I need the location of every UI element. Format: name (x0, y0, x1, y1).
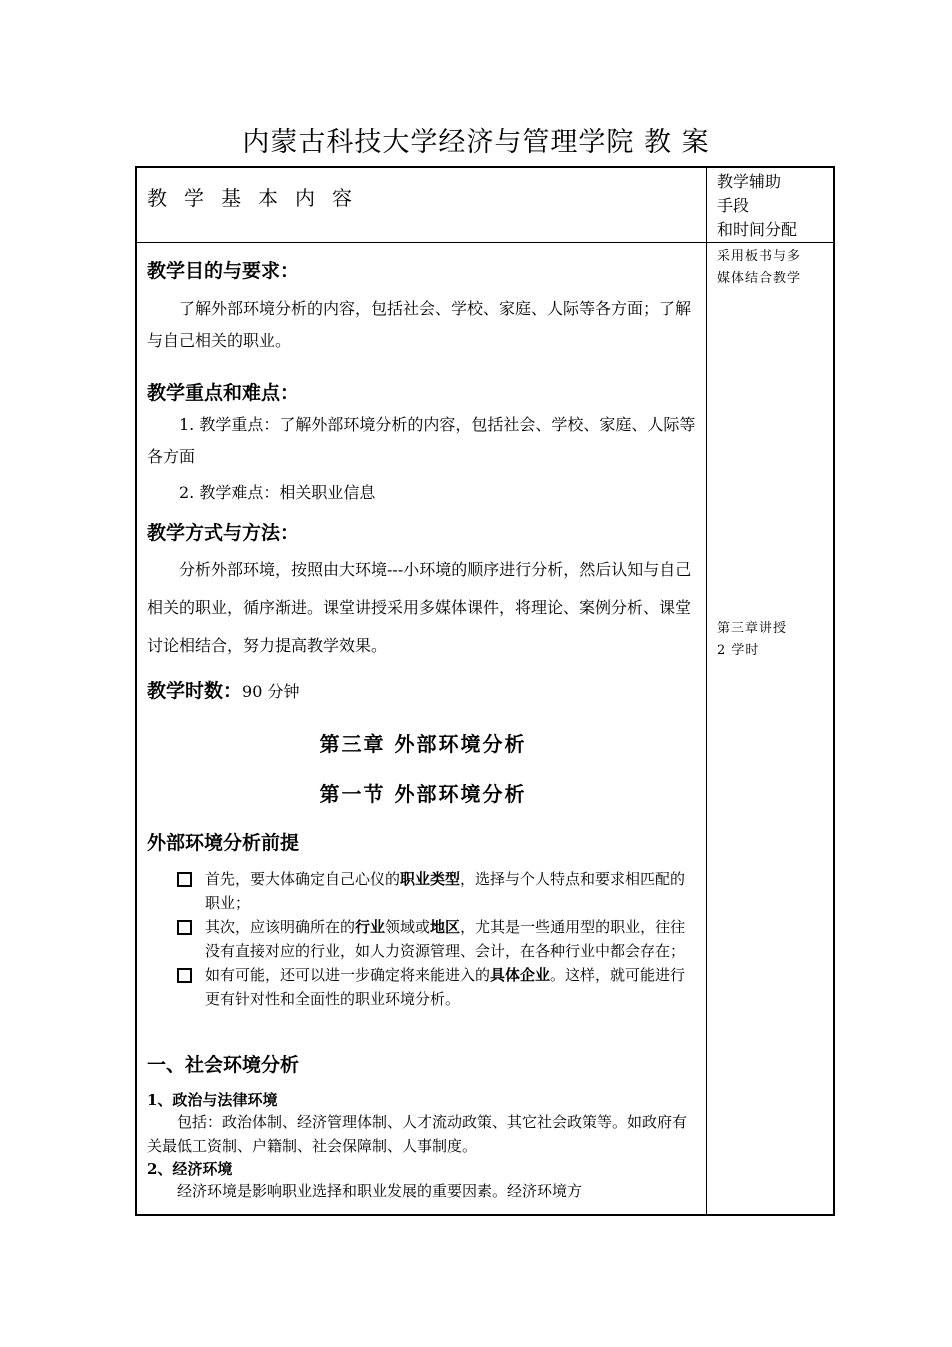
methods-heading: 教学方式与方法： (147, 522, 300, 544)
hours-label: 教学时数： (147, 680, 243, 702)
section-title: 第一节 外部环境分析 (319, 782, 527, 806)
bullet-bold: 职业类型 (400, 870, 461, 888)
key-point-1: 1. 教学重点：了解外部环境分析的内容，包括社会、学校、家庭、人际等各方面 (147, 415, 696, 466)
bullet-text: ，选择与个人特点和要求相匹配的职业； (205, 870, 686, 912)
bullet-text: 其次，应该明确所在的 (205, 918, 356, 936)
objectives-block (147, 256, 699, 357)
social-heading: 一、社会环境分析 (147, 1054, 300, 1076)
key-points-block (147, 378, 699, 509)
checkbox-icon (177, 872, 192, 887)
methods-text: 分析外部环境，按照由大环境---小环境的顺序进行分析，然后认知与自己相关的职业，循序渐进。课堂讲授采用多媒体课件，将理论、案例分析、课堂讨论相结合，努力提高教学效果。 (147, 560, 692, 655)
politics-text: 包括：政治体制、经济管理体制、人才流动政策、其它社会政策等。如政府有关最低工资制、户籍制、社会保障制、人事制度。 (147, 1113, 688, 1155)
lesson-plan-table (135, 166, 835, 1216)
aids-header-line: 和时间分配 (717, 220, 798, 239)
column-divider (706, 168, 707, 1214)
column-header-aids (717, 170, 835, 242)
methods-block (147, 518, 699, 665)
bullet-text: 。这样，就可能进行更有针对性和全面性的职业环境分析。 (205, 966, 686, 1008)
social-block (147, 1050, 699, 1203)
hours-block (147, 676, 699, 708)
key-point-2: 2. 教学难点：相关职业信息 (179, 483, 376, 502)
bullet-text: 首先，要大体确定自己心仪的 (205, 870, 401, 888)
politics-heading: 1、政治与法律环境 (147, 1091, 278, 1109)
bullet-bold: 行业 (355, 918, 386, 936)
side-note-line: 采用板书与多 (717, 249, 802, 264)
aids-header-line: 手段 (717, 196, 750, 215)
economy-heading: 2、经济环境 (147, 1160, 233, 1178)
premise-heading: 外部环境分析前提 (147, 832, 300, 854)
column-header-content: 教学基本内容 (147, 186, 369, 210)
side-note-line: 2 学时 (717, 643, 760, 658)
objectives-text: 了解外部环境分析的内容，包括社会、学校、家庭、人际等各方面；了解与自己相关的职业。 (147, 299, 692, 350)
bullet-bold: 具体企业 (490, 966, 551, 984)
side-note-method (717, 246, 801, 290)
aids-header-line: 教学辅助 (717, 172, 782, 191)
premise-bullet (147, 867, 699, 915)
page-title: 内蒙古科技大学经济与管理学院 教 案 (242, 127, 710, 158)
economy-text: 经济环境是影响职业选择和职业发展的重要因素。经济环境方 (177, 1182, 583, 1200)
hours-value: 90 分钟 (242, 682, 300, 701)
key-points-heading: 教学重点和难点： (147, 382, 300, 404)
bullet-text: 如有可能，还可以进一步确定将来能进入的 (205, 966, 491, 984)
side-note-line: 第三章讲授 (717, 621, 788, 636)
side-note-chapter (717, 618, 787, 662)
checkbox-icon (177, 920, 192, 935)
premise-bullet (147, 915, 699, 963)
bullet-text: 领域或 (385, 918, 431, 936)
checkbox-icon (177, 968, 192, 983)
side-note-line: 媒体结合教学 (717, 271, 802, 286)
bullet-text: ，尤其是一些通用型的职业，往往没有直接对应的行业，如人力资源管理、会计，在各种行业中都会存在； (205, 918, 686, 960)
bullet-bold: 地区 (430, 918, 461, 936)
header-divider (137, 242, 833, 243)
premise-block (147, 828, 699, 1011)
premise-bullet (147, 963, 699, 1011)
objectives-heading: 教学目的与要求： (147, 260, 300, 282)
chapter-title: 第三章 外部环境分析 (319, 732, 527, 756)
